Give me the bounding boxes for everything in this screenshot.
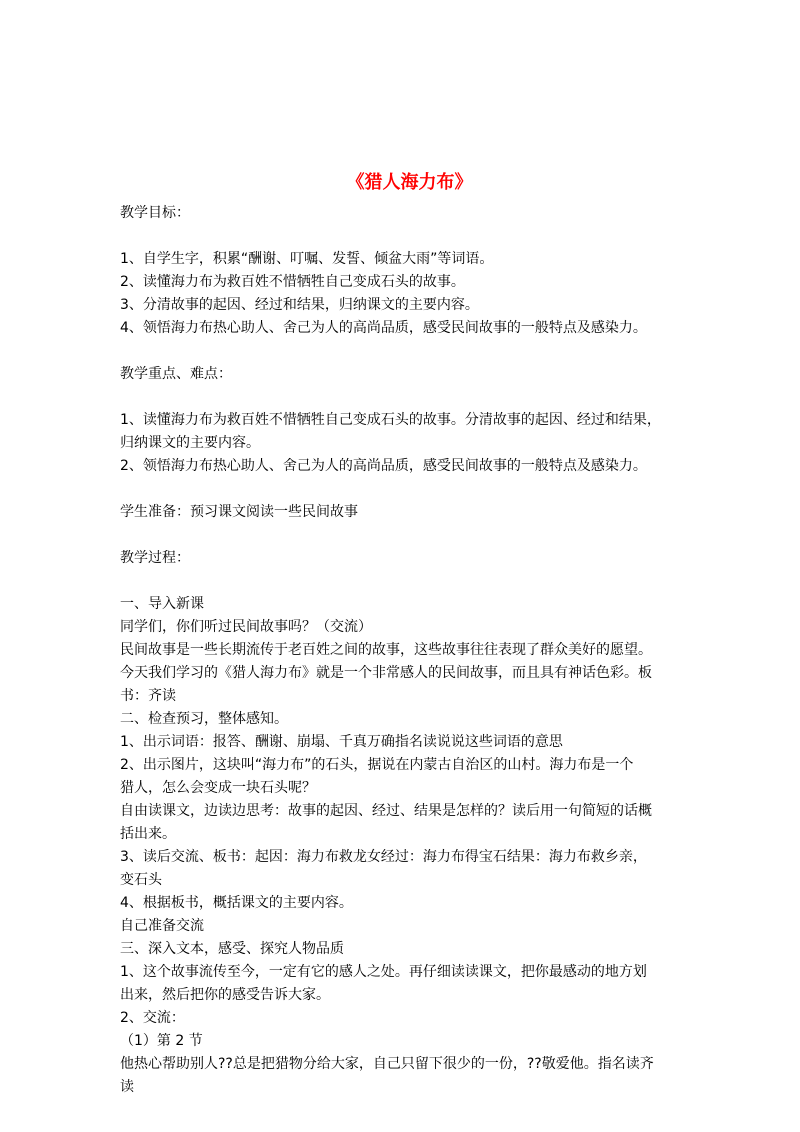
blank-line — [120, 340, 685, 363]
goal-item: 1、自学生字，积累“酬谢、叮嘱、发誓、倾盆大雨”等词语。 — [120, 251, 494, 267]
process-line: 变石头 — [120, 872, 162, 888]
process-line: 括出来。 — [120, 826, 176, 842]
process-line: 读 — [120, 1079, 134, 1095]
process-line: 2、交流： — [120, 1010, 185, 1026]
process-line: 自由读课文，边读边思考：故事的起因、经过、结果是怎样的？读后用一句简短的话概 — [120, 803, 652, 819]
document-title: 《猎人海力布》 — [346, 172, 473, 193]
process-line: 今天我们学习的《猎人海力布》就是一个非常感人的民间故事，而且具有神话色彩。板 — [120, 665, 652, 681]
process-line: 三、深入文本，感受、探究人物品质 — [120, 941, 344, 957]
blank-line — [120, 225, 685, 248]
process-line: 自己准备交流 — [120, 918, 204, 934]
process-line: 3、读后交流、板书：起因：海力布救龙女经过：海力布得宝石结果：海力布救乡亲， — [120, 849, 647, 865]
process-line: 一、导入新课 — [120, 596, 204, 612]
process-line: 出来，然后把你的感受告诉大家。 — [120, 987, 330, 1003]
document-page — [120, 168, 685, 1099]
key-heading: 教学重点、难点： — [120, 366, 232, 382]
process-line: 同学们，你们听过民间故事吗？（交流） — [120, 619, 372, 635]
process-line: 1、出示词语：报答、酬谢、崩塌、千真万确指名读说说这些词语的意思 — [120, 734, 563, 750]
blank-line — [120, 570, 685, 593]
student-prep: 学生准备：预习课文阅读一些民间故事 — [120, 504, 358, 520]
key-item: 2、领悟海力布热心助人、舍己为人的高尚品质，感受民间故事的一般特点及感染力。 — [120, 458, 647, 474]
blank-line — [120, 478, 685, 501]
process-line: 1、这个故事流传至今，一定有它的感人之处。再仔细读读课文，把你最感动的地方划 — [120, 964, 647, 980]
process-line: 书：齐读 — [120, 688, 176, 704]
process-line: 2、出示图片，这块叫“海力布”的石头，据说在内蒙古自治区的山村。海力布是一个 — [120, 757, 634, 773]
process-line: 民间故事是一些长期流传于老百姓之间的故事，这些故事往往表现了群众美好的愿望。 — [120, 642, 652, 658]
goals-heading: 教学目标： — [120, 205, 190, 221]
process-line: 二、检查预习，整体感知。 — [120, 711, 288, 727]
goal-item: 3、分清故事的起因、经过和结果，归纳课文的主要内容。 — [120, 297, 479, 313]
goal-item: 2、读懂海力布为救百姓不惜牺牲自己变成石头的故事。 — [120, 274, 465, 290]
key-item: 归纳课文的主要内容。 — [120, 435, 260, 451]
key-item: 1、读懂海力布为救百姓不惜牺牲自己变成石头的故事。分清故事的起因、经过和结果， — [120, 412, 661, 428]
process-line: （1）第 2 节 — [120, 1033, 203, 1049]
blank-line — [120, 524, 685, 547]
process-line: 猎人，怎么会变成一块石头呢？ — [120, 780, 316, 796]
blank-line — [120, 386, 685, 409]
goal-item: 4、领悟海力布热心助人、舍己为人的高尚品质，感受民间故事的一般特点及感染力。 — [120, 320, 647, 336]
process-line: 4、根据板书，概括课文的主要内容。 — [120, 895, 353, 911]
process-heading: 教学过程： — [120, 550, 190, 566]
process-line: 他热心帮助别人??总是把猎物分给大家，自己只留下很少的一份，??敬爱他。指名读齐 — [120, 1056, 654, 1072]
